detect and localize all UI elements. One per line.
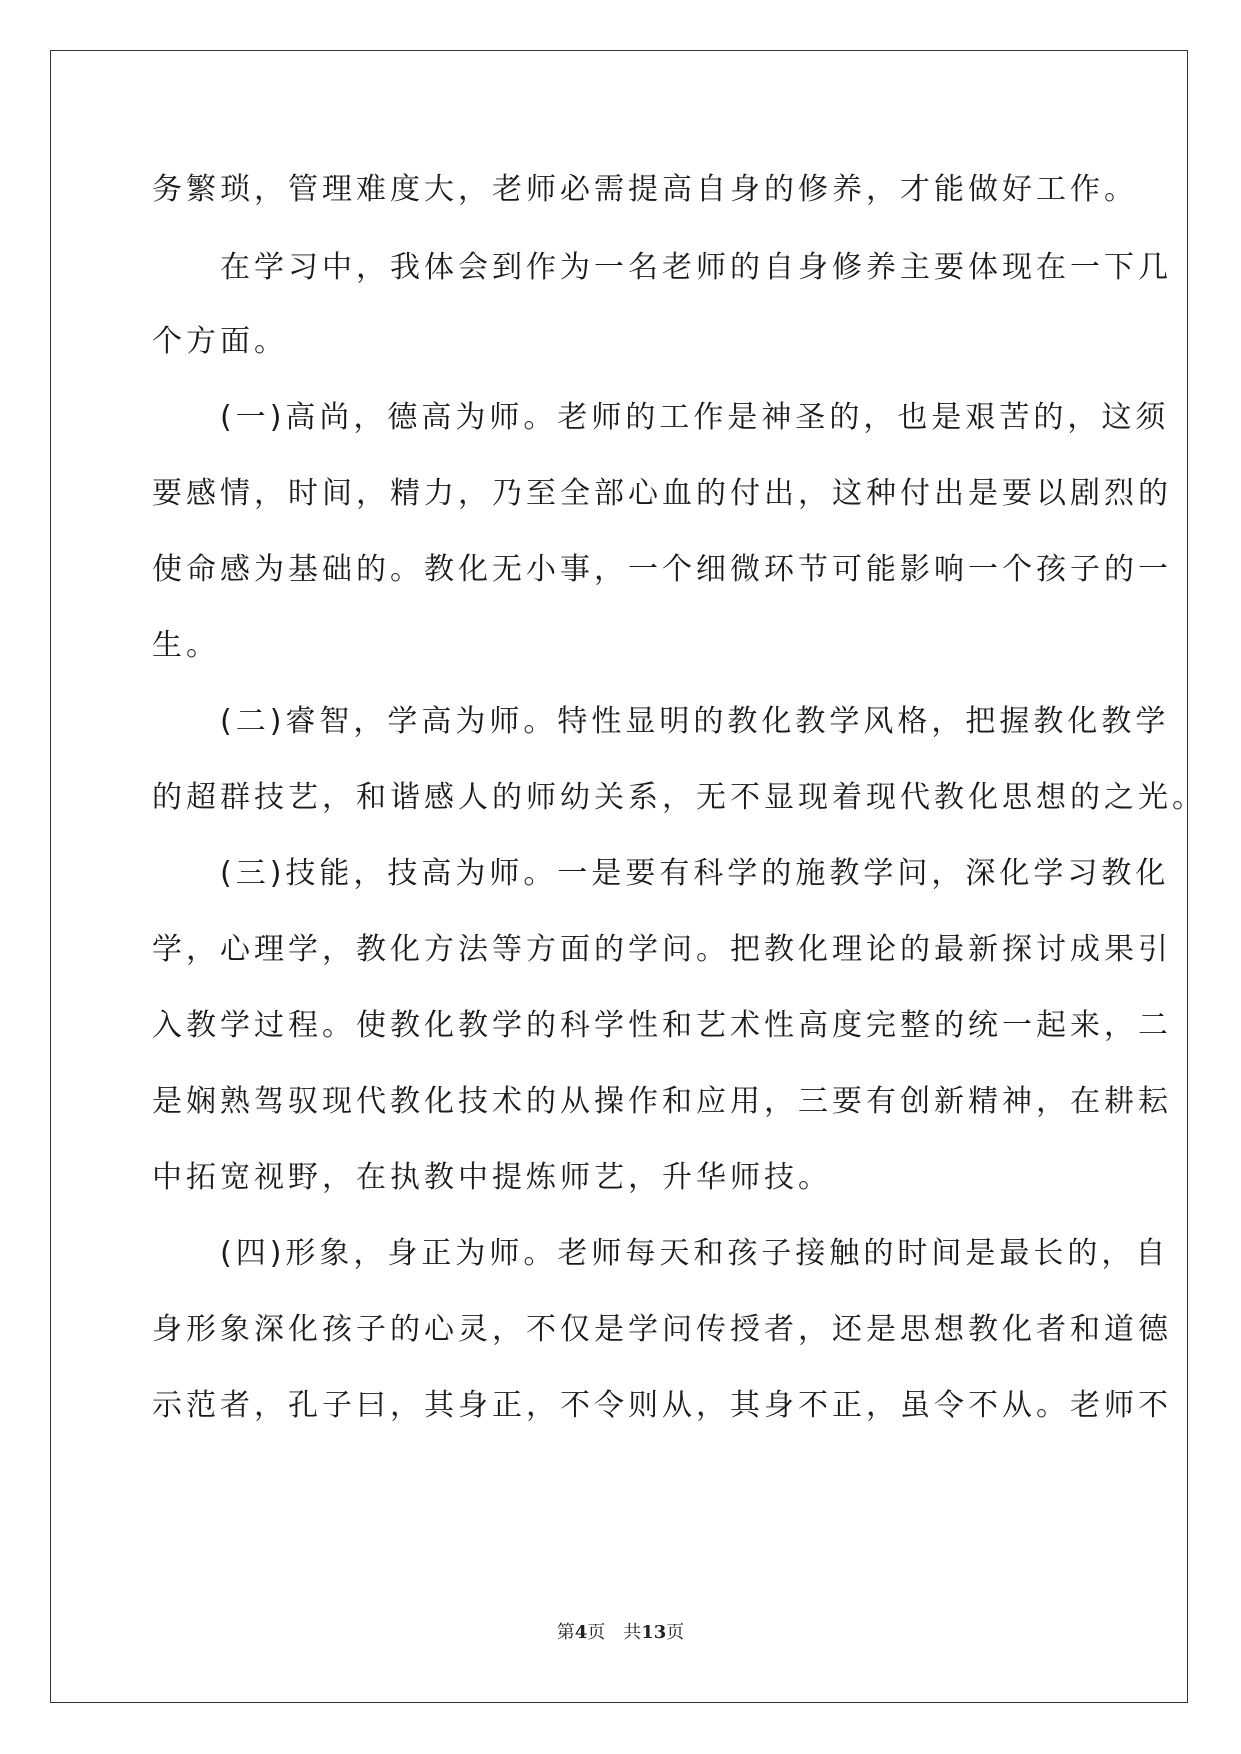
text-line: 身形象深化孩子的心灵，不仅是学问传授者，还是思想教化者和道德 xyxy=(152,1312,1172,1347)
text-line: (四)形象，身正为师。老师每天和孩子接触的时间是最长的，自 xyxy=(152,1236,1170,1271)
text-line: 在学习中，我体会到作为一名老师的自身修养主要体现在一下几 xyxy=(152,250,1172,285)
footer-suffix: 页 xyxy=(666,1622,685,1643)
text-line: 要感情，时间，精力，乃至全部心血的付出，这种付出是要以剧烈的 xyxy=(152,476,1172,511)
text-line: (二)睿智，学高为师。特性显明的教化教学风格，把握教化教学 xyxy=(152,704,1170,739)
text-line: 入教学过程。使教化教学的科学性和艺术性高度完整的统一起来，二 xyxy=(152,1008,1172,1043)
footer-middle: 页 共 xyxy=(587,1622,642,1643)
text-line: 学，心理学，教化方法等方面的学问。把教化理论的最新探讨成果引 xyxy=(152,932,1172,967)
text-line: (三)技能，技高为师。一是要有科学的施教学问，深化学习教化 xyxy=(152,856,1170,891)
text-line: 中拓宽视野，在执教中提炼师艺，升华师技。 xyxy=(152,1160,832,1195)
text-line: 个方面。 xyxy=(152,324,288,359)
text-line: 示范者，孔子曰，其身正，不令则从，其身不正，虽令不从。老师不 xyxy=(152,1388,1172,1423)
page-footer xyxy=(0,1618,1241,1644)
text-line: 生。 xyxy=(152,628,220,663)
text-line: (一)高尚，德高为师。老师的工作是神圣的，也是艰苦的，这须 xyxy=(152,400,1170,435)
current-page-number: 4 xyxy=(574,1622,588,1643)
footer-prefix: 第 xyxy=(556,1622,575,1643)
text-line: 的超群技艺，和谐感人的师幼关系，无不显现着现代教化思想的之光。 xyxy=(152,780,1206,815)
text-line: 是娴熟驾驭现代教化技术的从操作和应用，三要有创新精神，在耕耘 xyxy=(152,1084,1172,1119)
text-line: 使命感为基础的。教化无小事，一个细微环节可能影响一个孩子的一 xyxy=(152,552,1172,587)
total-pages-number: 13 xyxy=(641,1622,667,1643)
text-line: 务繁琐，管理难度大，老师必需提高自身的修养，才能做好工作。 xyxy=(152,172,1138,207)
